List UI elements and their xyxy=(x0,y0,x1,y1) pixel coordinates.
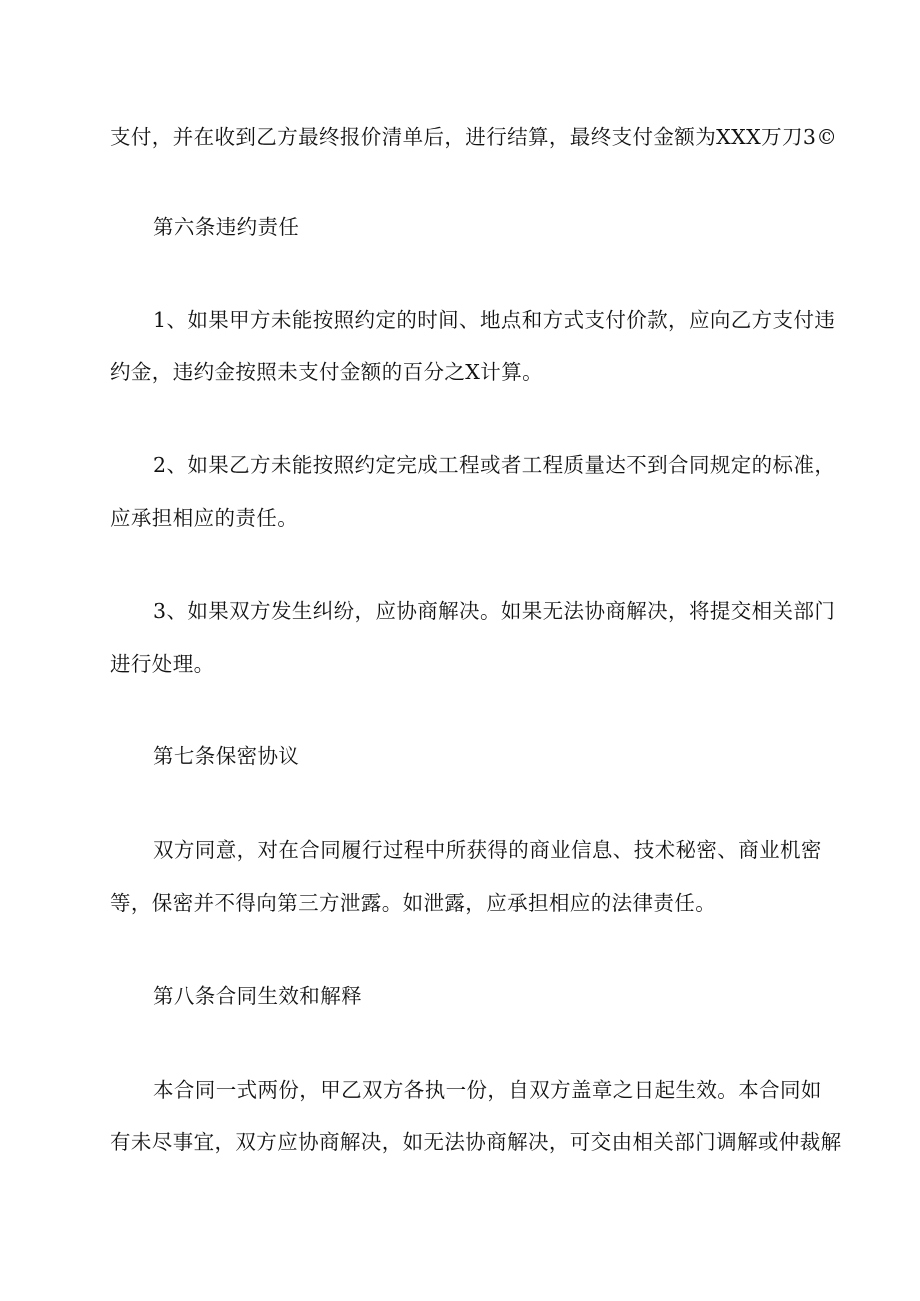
article-6-item-1-line-1: 1、如果甲方未能按照约定的时间、地点和方式支付价款，应向乙方支付违 xyxy=(153,308,836,332)
article-8-body-line-1: 本合同一式两份，甲乙双方各执一份，自双方盖章之日起生效。本合同如 xyxy=(153,1078,822,1102)
article-8-body-line-2: 有未尽事宜，双方应协商解决，如无法协商解决，可交由相关部门调解或仲裁解 xyxy=(110,1130,842,1154)
article-6-item-3-line-1: 3、如果双方发生纠纷，应协商解决。如果无法协商解决，将提交相关部门 xyxy=(153,599,836,623)
payment-continuation-line: 支付，并在收到乙方最终报价清单后，进行结算，最终支付金额为XXX万刀3© xyxy=(110,125,838,149)
article-6-item-2-line-2: 应承担相应的责任。 xyxy=(110,506,299,530)
article-6-item-2-line-1: 2、如果乙方未能按照约定完成工程或者工程质量达不到合同规定的标准， xyxy=(153,453,836,477)
article-6-heading: 第六条违约责任 xyxy=(153,215,300,239)
article-6-item-3-line-2: 进行处理。 xyxy=(110,652,215,676)
article-8-heading: 第八条合同生效和解释 xyxy=(153,984,362,1008)
article-7-body-line-1: 双方同意，对在合同履行过程中所获得的商业信息、技术秘密、商业机密 xyxy=(153,838,822,862)
article-6-item-1-line-2: 约金，违约金按照未支付金额的百分之X计算。 xyxy=(110,360,543,384)
article-7-body-line-2: 等，保密并不得向第三方泄露。如泄露，应承担相应的法律责任。 xyxy=(110,891,717,915)
article-7-heading: 第七条保密协议 xyxy=(153,744,300,768)
